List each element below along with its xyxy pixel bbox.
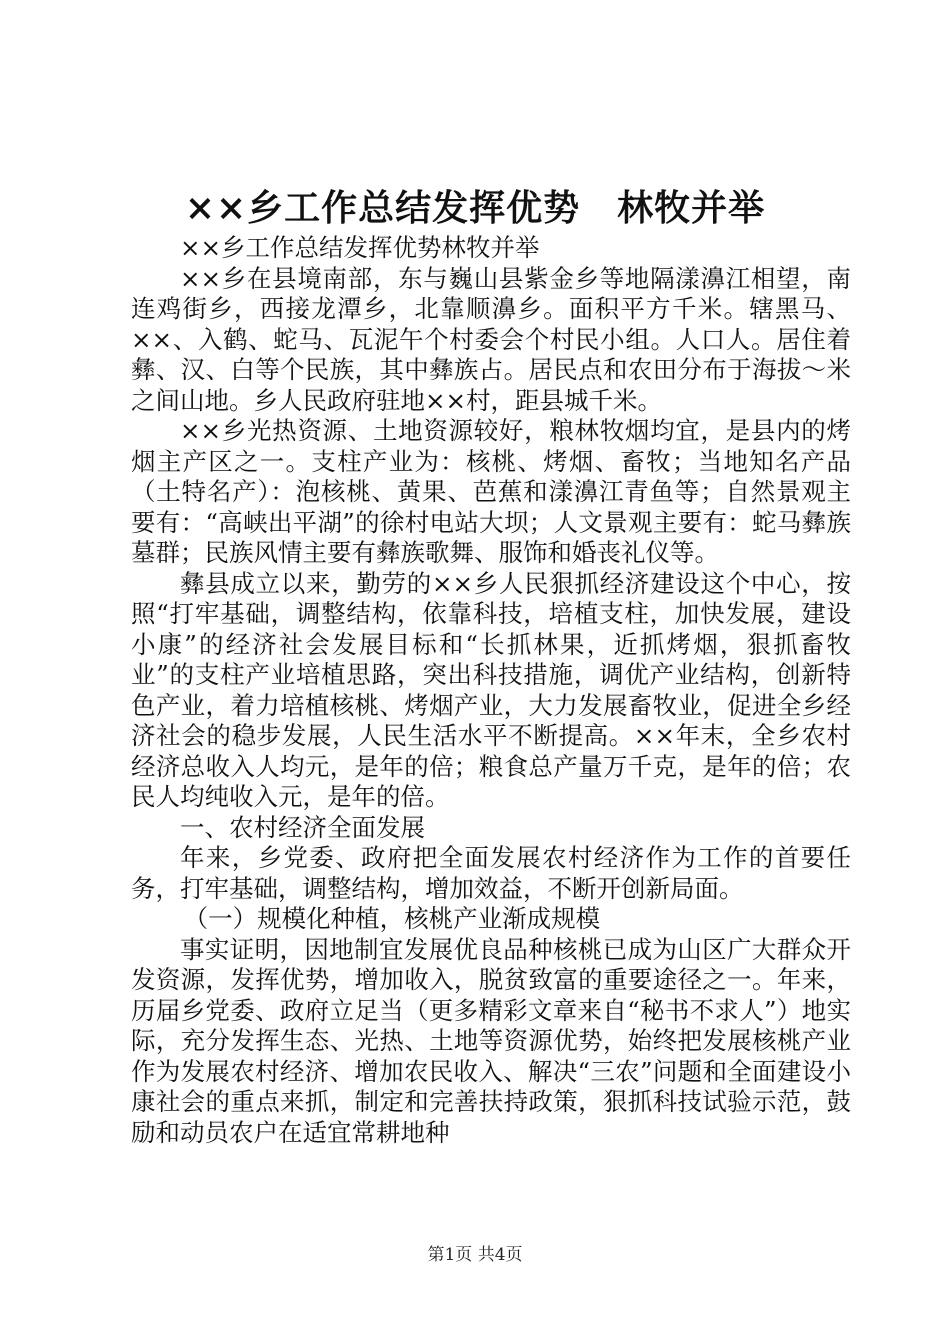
paragraph-subtitle: ××乡工作总结发挥优势林牧并举 bbox=[180, 233, 540, 262]
paragraph-rural-economy: 年来，乡党委、政府把全面发展农村经济作为工作的首要任务，打牢基础，调整结构，增加效益，不断开创新局面。 bbox=[131, 843, 851, 903]
subsection-heading-walnut: （一）规模化种植，核桃产业渐成规模 bbox=[183, 904, 601, 933]
paragraph-overview: ××乡在县境南部，东与巍山县紫金乡等地隔漾濞江相望，南连鸡街乡，西接龙潭乡，北靠顺濞乡。面积平方千米。辖黑马、××、入鹤、蛇马、瓦泥午个村委会个村民小组。人口人。居住着彝、汉、白等个民族，其中彝族占。居民点和农田分布于海拔～米之间山地。乡人民政府驻地××村，距县城千米。 bbox=[131, 263, 851, 415]
page-title: ××乡工作总结发挥优势 林牧并举 bbox=[184, 187, 766, 229]
document-body bbox=[131, 233, 851, 1148]
paragraph-resources: ××乡光热资源、土地资源较好，粮林牧烟均宜，是县内的烤烟主产区之一。支柱产业为：核桃、烤烟、畜牧；当地知名产品（土特名产）：泡核桃、黄果、芭蕉和漾濞江青鱼等；自然景观主要有：“高峡出平湖”的徐村电站大坝；人文景观主要有：蛇马彝族墓群；民族风情主要有彝族歌舞、服饰和婚丧礼仪等。 bbox=[131, 416, 851, 567]
page-footer: 第1页 共4页 bbox=[427, 1245, 523, 1265]
paragraph-walnut: 事实证明，因地制宜发展优良品种核桃已成为山区广大群众开发资源，发挥优势，增加收入，脱贫致富的重要途径之一。年来，历届乡党委、政府立足当（更多精彩文章来自“秘书不求人”）地实际，充分发挥生态、光热、土地等资源优势，始终把发展核桃产业作为发展农村经济、增加农民收入、解决“三农”问题和全面建设小康社会的重点来抓，制定和完善扶持政策，狠抓科技试验示范，鼓励和动员农户在适宜常耕地种 bbox=[131, 934, 851, 1147]
section-heading-rural-economy: 一、农村经济全面发展 bbox=[180, 812, 425, 842]
paragraph-development: 彝县成立以来，勤劳的××乡人民狠抓经济建设这个中心，按照“打牢基础，调整结构，依靠科技，培植支柱，加快发展，建设小康”的经济社会发展目标和“长抓林果，近抓烤烟，狠抓畜牧业”的支柱产业培植思路，突出科技措施，调优产业结构，创新特色产业，着力培植核桃、烤烟产业，大力发展畜牧业，促进全乡经济社会的稳步发展，人民生活水平不断提高。××年末，全乡农村经济总收入人均元，是年的倍；粮食总产量万千克，是年的倍；农民人均纯收入元，是年的倍。 bbox=[131, 568, 851, 811]
